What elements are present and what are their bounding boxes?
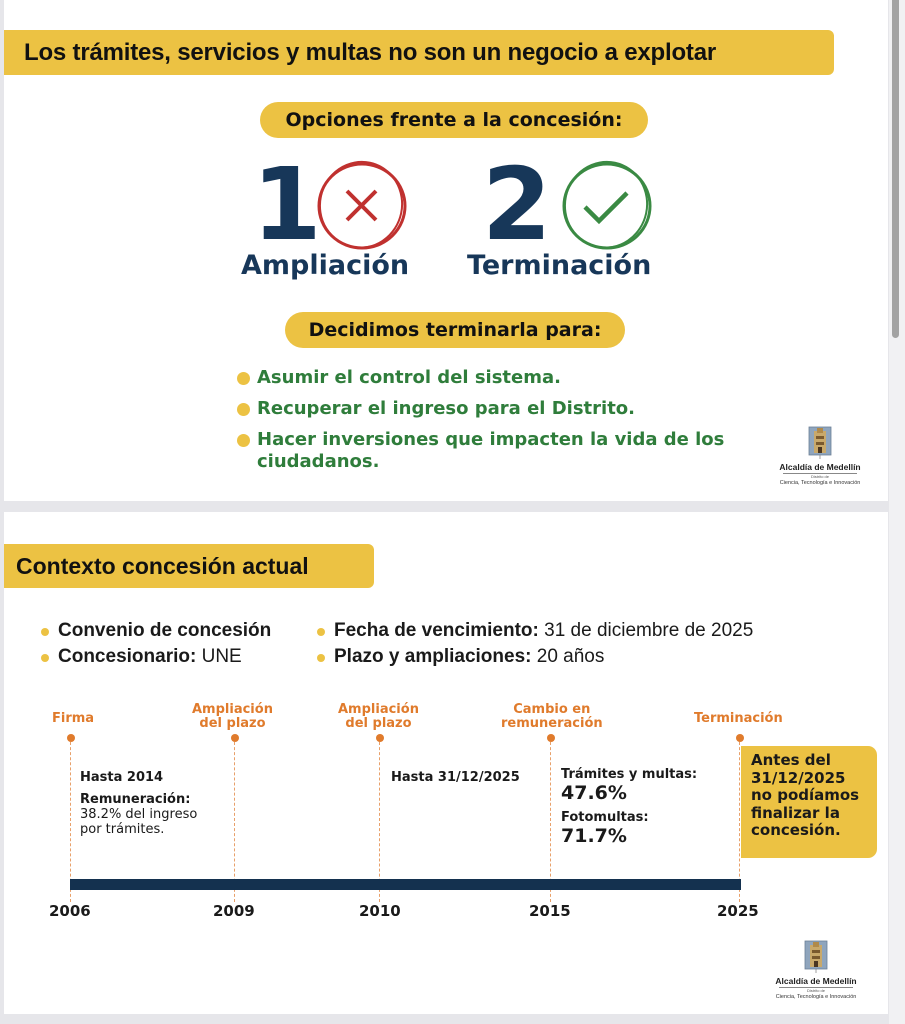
option-number-2: 2: [482, 146, 552, 263]
timeline-dot: [736, 734, 744, 742]
bullet-icon: [237, 403, 250, 416]
option-label-ampliacion: Ampliación: [241, 250, 410, 281]
ampliacion-note: Hasta 31/12/2025: [391, 770, 520, 785]
logo-subtitle-district: Distrito de: [783, 473, 857, 480]
timeline-event-title: Ampliación del plazo: [338, 702, 419, 731]
firma-note: Hasta 2014 Remuneración: 38.2% del ingreso por trámites.: [80, 770, 198, 837]
timeline-connector: [550, 742, 551, 902]
logo-subtitle-science: Ciencia, Tecnología e Innovación: [779, 480, 861, 486]
alcaldia-logo: [771, 940, 861, 1000]
medellin-crest-icon: [808, 426, 832, 460]
timeline-year: 2015: [529, 902, 571, 920]
slide-title: Los trámites, servicios y multas no son un negocio a explotar: [4, 30, 834, 75]
timeline-connector: [234, 742, 235, 902]
timeline-event-title: Firma: [52, 711, 95, 726]
medellin-crest-icon: [804, 940, 828, 974]
timeline-event-title: Ampliación del plazo: [192, 702, 273, 731]
timeline-year: 2006: [49, 902, 91, 920]
fact-item: Convenio de concesión: [38, 618, 271, 644]
decision-heading: Decidimos terminarla para:: [285, 312, 625, 348]
slide-options: [4, 0, 888, 501]
reason-item: Hacer inversiones que impacten la vida de los ciudadanos.: [237, 429, 727, 473]
facts-left: [38, 618, 271, 670]
timeline-year: 2025: [717, 902, 759, 920]
reasons-list: [237, 367, 727, 482]
timeline-year: 2010: [359, 902, 401, 920]
timeline-connector: [379, 742, 380, 902]
facts-right: [314, 618, 753, 670]
timeline-dot: [376, 734, 384, 742]
timeline-dot: [67, 734, 75, 742]
timeline-event-title: Terminación: [694, 711, 783, 726]
timeline-event-title: Cambio en remuneración: [501, 702, 603, 731]
timeline-bar: [70, 879, 741, 890]
timeline-dot: [547, 734, 555, 742]
fact-item: Plazo y ampliaciones: 20 años: [314, 644, 753, 670]
x-circle-icon: [314, 157, 410, 253]
bullet-icon: [317, 628, 325, 636]
logo-subtitle-science: Ciencia, Tecnología e Innovación: [775, 994, 857, 1000]
reason-item: Asumir el control del sistema.: [237, 367, 727, 389]
timeline-connector: [739, 742, 740, 902]
fact-item: Concesionario: UNE: [38, 644, 271, 670]
cambio-note: Trámites y multas: 47.6% Fotomultas: 71.7%: [561, 767, 698, 847]
tramites-percent: 47.6%: [561, 782, 627, 804]
reason-item: Recuperar el ingreso para el Distrito.: [237, 398, 727, 420]
terminacion-note: Antes del 31/12/2025 no podíamos finalizar la concesión.: [741, 746, 877, 858]
slide-context: [4, 512, 888, 1014]
timeline-dot: [231, 734, 239, 742]
logo-subtitle-district: Distrito de: [779, 987, 853, 994]
timeline-year: 2009: [213, 902, 255, 920]
fact-item: Fecha de vencimiento: 31 de diciembre de 2025: [314, 618, 753, 644]
bullet-icon: [317, 654, 325, 662]
slide-title: Contexto concesión actual: [4, 544, 374, 588]
timeline-connector: [70, 742, 71, 902]
option-number-1: 1: [252, 146, 318, 263]
logo-name: Alcaldía de Medellín: [779, 462, 861, 472]
fotomultas-percent: 71.7%: [561, 825, 627, 847]
check-circle-icon: [559, 157, 655, 253]
bullet-icon: [237, 434, 250, 447]
bullet-icon: [237, 372, 250, 385]
options-heading: Opciones frente a la concesión:: [260, 102, 648, 138]
option-label-terminacion: Terminación: [467, 250, 652, 281]
logo-name: Alcaldía de Medellín: [775, 976, 857, 986]
bullet-icon: [41, 628, 49, 636]
scrollbar-thumb[interactable]: [892, 0, 899, 338]
alcaldia-logo: [775, 426, 865, 486]
bullet-icon: [41, 654, 49, 662]
